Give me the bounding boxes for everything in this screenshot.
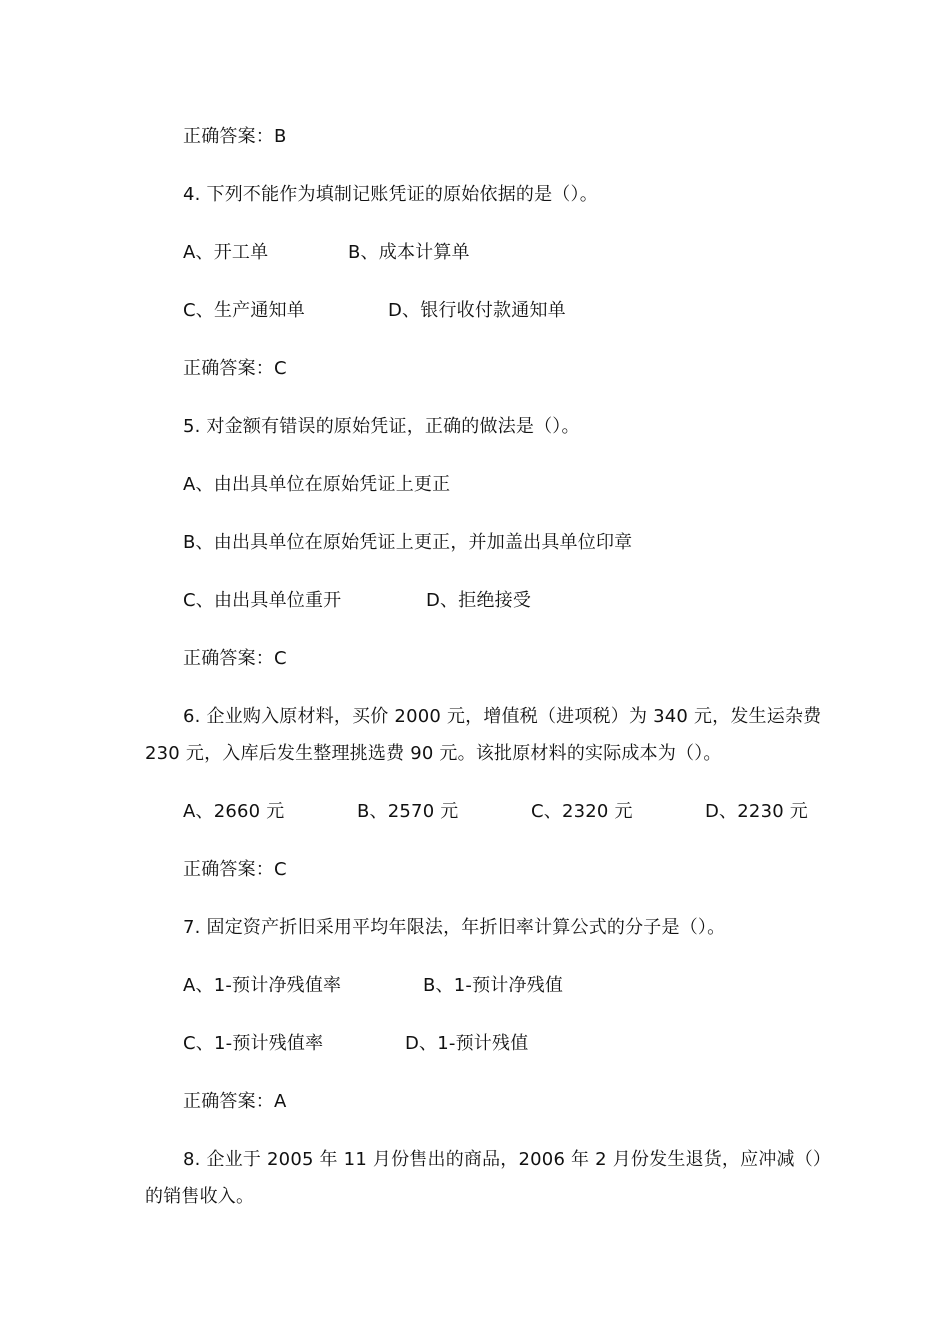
question-5-option-b: B、由出具单位在原始凭证上更正，并加盖出具单位印章 [183,532,633,553]
question-7-answer: 正确答案：A [183,1091,287,1112]
question-4-option-b: B、成本计算单 [348,242,470,263]
question-7-option-c: C、1-预计残值率 [183,1033,324,1054]
question-5-option-a: A、由出具单位在原始凭证上更正 [183,474,451,495]
question-5-option-d: D、拒绝接受 [426,590,532,611]
question-6-option-b: B、2570 元 [357,801,459,822]
answer-q3: 正确答案：B [183,126,287,147]
question-6-stem-line-2: 230 元，入库后发生整理挑选费 90 元。该批原材料的实际成本为（）。 [145,743,722,764]
question-6-option-a: A、2660 元 [183,801,285,822]
question-7-option-b: B、1-预计净残值 [423,975,564,996]
question-8-stem-line-2: 的销售收入。 [145,1186,255,1207]
question-4-option-d: D、银行收付款通知单 [388,300,566,321]
question-7-stem: 7. 固定资产折旧采用平均年限法，年折旧率计算公式的分子是（）。 [183,917,726,938]
question-7-option-a: A、1-预计净残值率 [183,975,342,996]
question-7-option-d: D、1-预计残值 [405,1033,529,1054]
question-6-option-c: C、2320 元 [531,801,633,822]
question-6-answer: 正确答案：C [183,859,287,880]
question-4-option-c: C、生产通知单 [183,300,305,321]
question-8-stem-line-1: 8. 企业于 2005 年 11 月份售出的商品，2006 年 2 月份发生退货，应冲减（） [183,1149,832,1170]
question-6-option-d: D、2230 元 [705,801,808,822]
question-6-stem-line-1: 6. 企业购入原材料，买价 2000 元，增值税（进项税）为 340 元，发生运杂费 [183,706,822,727]
question-5-stem: 5. 对金额有错误的原始凭证，正确的做法是（）。 [183,416,580,437]
question-4-option-a: A、开工单 [183,242,269,263]
question-4-answer: 正确答案：C [183,358,287,379]
question-5-option-c: C、由出具单位重开 [183,590,342,611]
question-4-stem: 4. 下列不能作为填制记账凭证的原始依据的是（）。 [183,184,598,205]
question-5-answer: 正确答案：C [183,648,287,669]
